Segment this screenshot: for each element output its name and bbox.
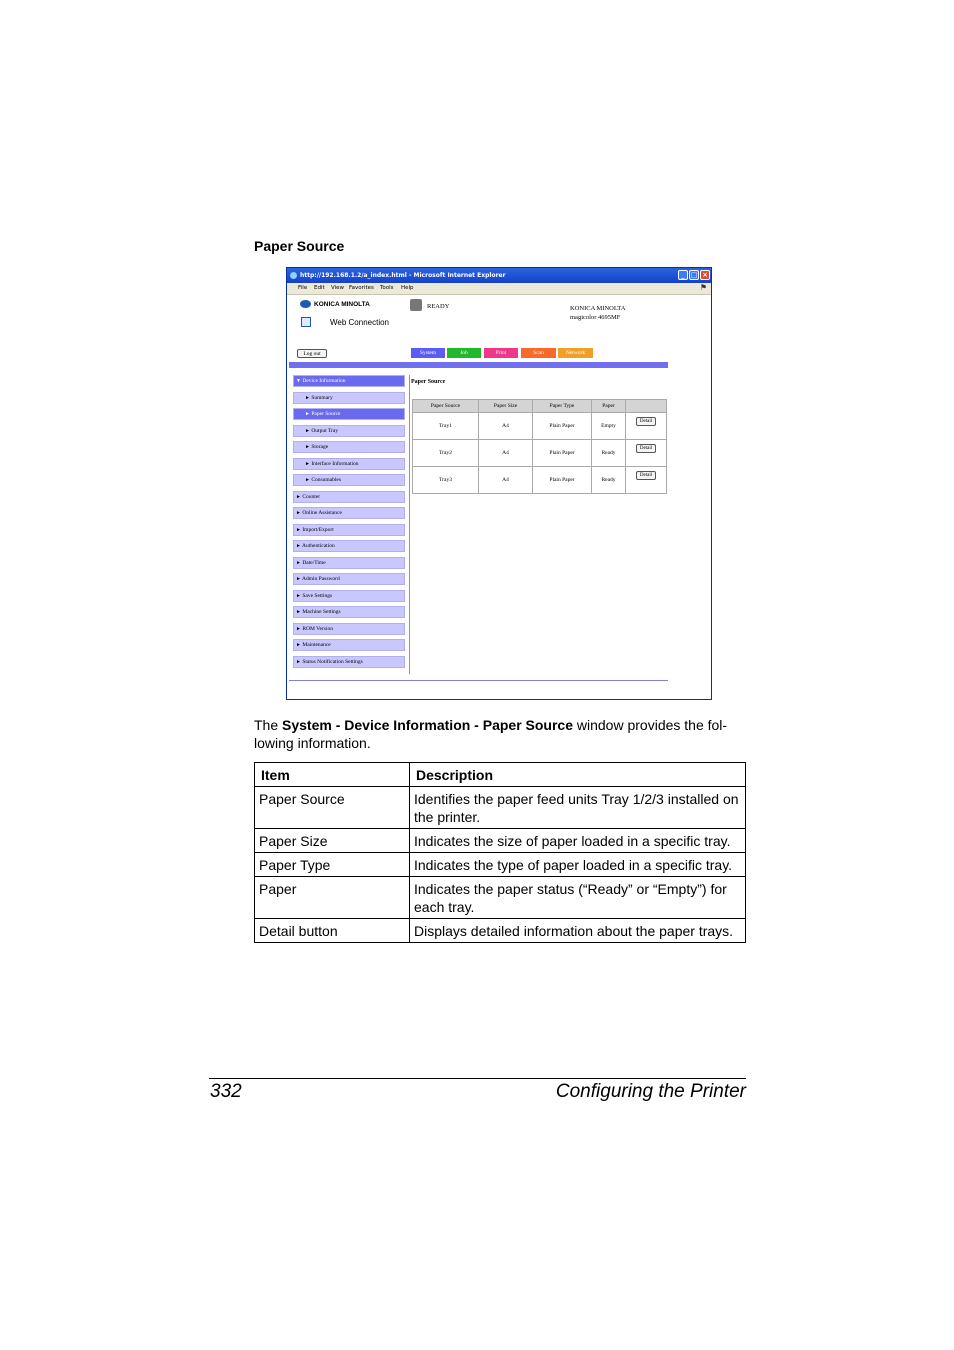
printer-icon (410, 299, 422, 311)
description-paragraph (254, 716, 746, 752)
sidebar-arrow-icon: ► (305, 412, 310, 417)
page-number: 332 (210, 1081, 242, 1102)
sidebar-item-label: Device Information (302, 378, 346, 384)
sidebar-item-label: Machine Settings (302, 609, 341, 615)
table-row (255, 877, 746, 919)
sidebar-arrow-icon: ► (296, 544, 301, 549)
description-cell: Displays detailed information about the paper trays. (410, 919, 746, 943)
detail-button[interactable]: Detail (636, 444, 656, 453)
window-title: http://192.168.1.2/a_index.html - Microsoft Internet Explorer (300, 272, 506, 279)
sidebar-item-label: Authentication (302, 543, 335, 549)
sidebar-arrow-icon: ► (296, 626, 301, 632)
item-description-table (254, 762, 746, 943)
tray-action-cell (626, 413, 667, 440)
item-cell: Detail button (255, 919, 410, 943)
header-description: Description (410, 763, 746, 787)
content-title: Paper Source (411, 379, 446, 385)
sidebar-item[interactable] (293, 441, 405, 453)
description-prefix: The (254, 717, 283, 733)
sidebar-arrow-icon: ► (296, 494, 301, 500)
tray-paper-type: Plain Paper (533, 413, 592, 440)
menu-favorites[interactable]: Favorites (349, 285, 374, 291)
footer-rule (209, 1078, 746, 1079)
sidebar-item-label: Import/Export (302, 526, 334, 533)
menu-help[interactable]: Help (401, 285, 414, 291)
sidebar-item[interactable] (293, 606, 405, 618)
sidebar-arrow-icon: ► (305, 478, 310, 483)
table-header-row (413, 400, 667, 413)
tray-action-cell (626, 440, 667, 467)
sidebar-item[interactable] (293, 408, 405, 420)
sidebar-divider (409, 375, 410, 674)
section-title: Paper Source (254, 238, 345, 254)
sidebar-item-label: Summary (311, 394, 333, 401)
table-row (413, 467, 667, 494)
detail-button[interactable]: Detail (636, 471, 656, 480)
minimize-icon[interactable]: _ (678, 270, 688, 280)
sidebar-item[interactable] (293, 507, 405, 519)
sidebar-arrow-icon: ► (296, 643, 301, 648)
description-cell: Indicates the size of paper loaded in a specific tray. (410, 829, 746, 853)
description-path: System - Device Information - Paper Source (282, 717, 573, 733)
sidebar-arrow-icon: ► (296, 560, 301, 566)
chapter-title: Configuring the Printer (555, 1081, 746, 1102)
sidebar-item-label: Output Tray (311, 427, 339, 434)
sidebar-arrow-icon: ► (296, 659, 301, 665)
sidebar-item[interactable] (293, 573, 405, 585)
brand-name: KONICA MINOLTA (314, 301, 370, 308)
header-paper-source: Paper Source (413, 400, 479, 413)
tray-action-cell (626, 467, 667, 494)
tab-job[interactable]: Job (447, 348, 481, 358)
header-item: Item (255, 763, 410, 787)
tray-name: Tray2 (413, 440, 479, 467)
description-cell: Indicates the type of paper loaded in a specific tray. (410, 853, 746, 877)
sidebar-item[interactable] (293, 540, 405, 552)
device-model: magicolor 4695MF (570, 314, 621, 321)
header-divider-bar (289, 362, 668, 368)
item-cell: Paper Source (255, 787, 410, 829)
menu-edit[interactable]: Edit (314, 285, 325, 291)
table-row (255, 829, 746, 853)
sidebar-arrow-icon: ► (305, 428, 310, 434)
sidebar-arrow-icon: ► (305, 445, 310, 450)
tray-paper-status: Empty (592, 413, 626, 440)
sidebar-item[interactable] (293, 474, 405, 486)
tray-paper-type: Plain Paper (533, 440, 592, 467)
browser-menubar (287, 283, 711, 295)
sidebar-item[interactable] (293, 491, 405, 503)
item-cell: Paper Type (255, 853, 410, 877)
description-cell: Identifies the paper feed units Tray 1/2/3 installed on the printer. (410, 787, 746, 829)
sidebar-item[interactable] (293, 639, 405, 651)
tab-scan[interactable]: Scan (521, 348, 556, 358)
tray-name: Tray3 (413, 467, 479, 494)
sidebar-item[interactable] (293, 375, 405, 387)
logout-button[interactable]: Log out (297, 349, 327, 358)
paper-source-table (412, 399, 667, 494)
table-row (413, 440, 667, 467)
item-cell: Paper Size (255, 829, 410, 853)
tray-paper-size: A4 (479, 467, 533, 494)
sidebar-arrow-icon: ▼ (296, 379, 301, 384)
tray-paper-size: A4 (479, 413, 533, 440)
description-suffix: window provides the fol-lowing information. (254, 717, 728, 751)
tab-network[interactable]: Network (558, 348, 593, 358)
sidebar-arrow-icon: ► (296, 610, 301, 615)
header-action (626, 400, 667, 413)
sidebar-item-label: Save Settings (302, 592, 333, 599)
footer-divider-bar (289, 680, 668, 681)
printer-status: READY (427, 303, 450, 310)
browser-titlebar (287, 268, 711, 283)
tray-paper-status: Ready (592, 440, 626, 467)
header-paper: Paper (592, 400, 626, 413)
detail-button[interactable]: Detail (636, 417, 656, 426)
tray-paper-type: Plain Paper (533, 467, 592, 494)
maximize-icon[interactable]: □ (690, 271, 698, 279)
sidebar-arrow-icon: ► (296, 527, 301, 533)
sidebar-item[interactable] (293, 623, 405, 635)
sidebar-item[interactable] (293, 557, 405, 569)
description-cell: Indicates the paper status (“Ready” or “Empty”) for each tray. (410, 877, 746, 919)
close-icon[interactable]: × (700, 270, 710, 280)
table-row (413, 413, 667, 440)
menu-tools[interactable]: Tools (380, 285, 394, 291)
sidebar-item[interactable] (293, 656, 405, 668)
sidebar-arrow-icon: ► (305, 395, 310, 401)
browser-screenshot (286, 267, 712, 700)
sidebar-item-label: Online Assistance (302, 510, 342, 516)
sidebar-item-label: Date/Time (302, 559, 326, 566)
tray-name: Tray1 (413, 413, 479, 440)
table-row (255, 853, 746, 877)
sidebar-item-label: Admin Password (302, 576, 340, 582)
tray-paper-size: A4 (479, 440, 533, 467)
web-connection-page (287, 295, 711, 699)
sidebar-item[interactable] (293, 392, 405, 404)
table-header-row (255, 763, 746, 787)
sidebar-arrow-icon: ► (296, 577, 301, 582)
sidebar-item[interactable] (293, 425, 405, 437)
sidebar-item[interactable] (293, 524, 405, 536)
sidebar-arrow-icon: ► (296, 511, 301, 516)
sidebar-item[interactable] (293, 590, 405, 602)
menu-view[interactable]: View (331, 285, 345, 291)
sidebar-item-label: ROM Version (302, 625, 333, 632)
internet-explorer-icon (290, 272, 297, 279)
sidebar-arrow-icon: ► (296, 593, 301, 599)
sidebar-item-label: Counter (302, 493, 321, 500)
sidebar-item[interactable] (293, 458, 405, 470)
tab-print[interactable]: Print (484, 348, 518, 358)
sidebar-item-label: Consumables (311, 477, 341, 483)
windows-flag-icon: ⚑ (699, 283, 707, 292)
table-row (255, 787, 746, 829)
sidebar-item-label: Interface Information (311, 460, 359, 467)
device-brand: KONICA MINOLTA (570, 305, 626, 312)
product-name: Web Connection (330, 318, 389, 327)
header-paper-type: Paper Type (533, 400, 592, 413)
menu-file[interactable]: File (298, 285, 308, 291)
sidebar-arrow-icon: ► (305, 461, 310, 467)
sidebar-item-label: Maintenance (302, 642, 331, 648)
table-row (255, 919, 746, 943)
pagescope-icon (301, 317, 311, 327)
header-paper-size: Paper Size (479, 400, 533, 413)
sidebar-item-label: Storage (311, 444, 329, 450)
tab-system[interactable]: System (411, 348, 445, 358)
sidebar-item-label: Paper Source (311, 411, 341, 417)
tray-paper-status: Ready (592, 467, 626, 494)
item-cell: Paper (255, 877, 410, 919)
sidebar-item-label: Status Notification Settings (302, 658, 363, 665)
konica-minolta-logo-icon (300, 300, 311, 308)
